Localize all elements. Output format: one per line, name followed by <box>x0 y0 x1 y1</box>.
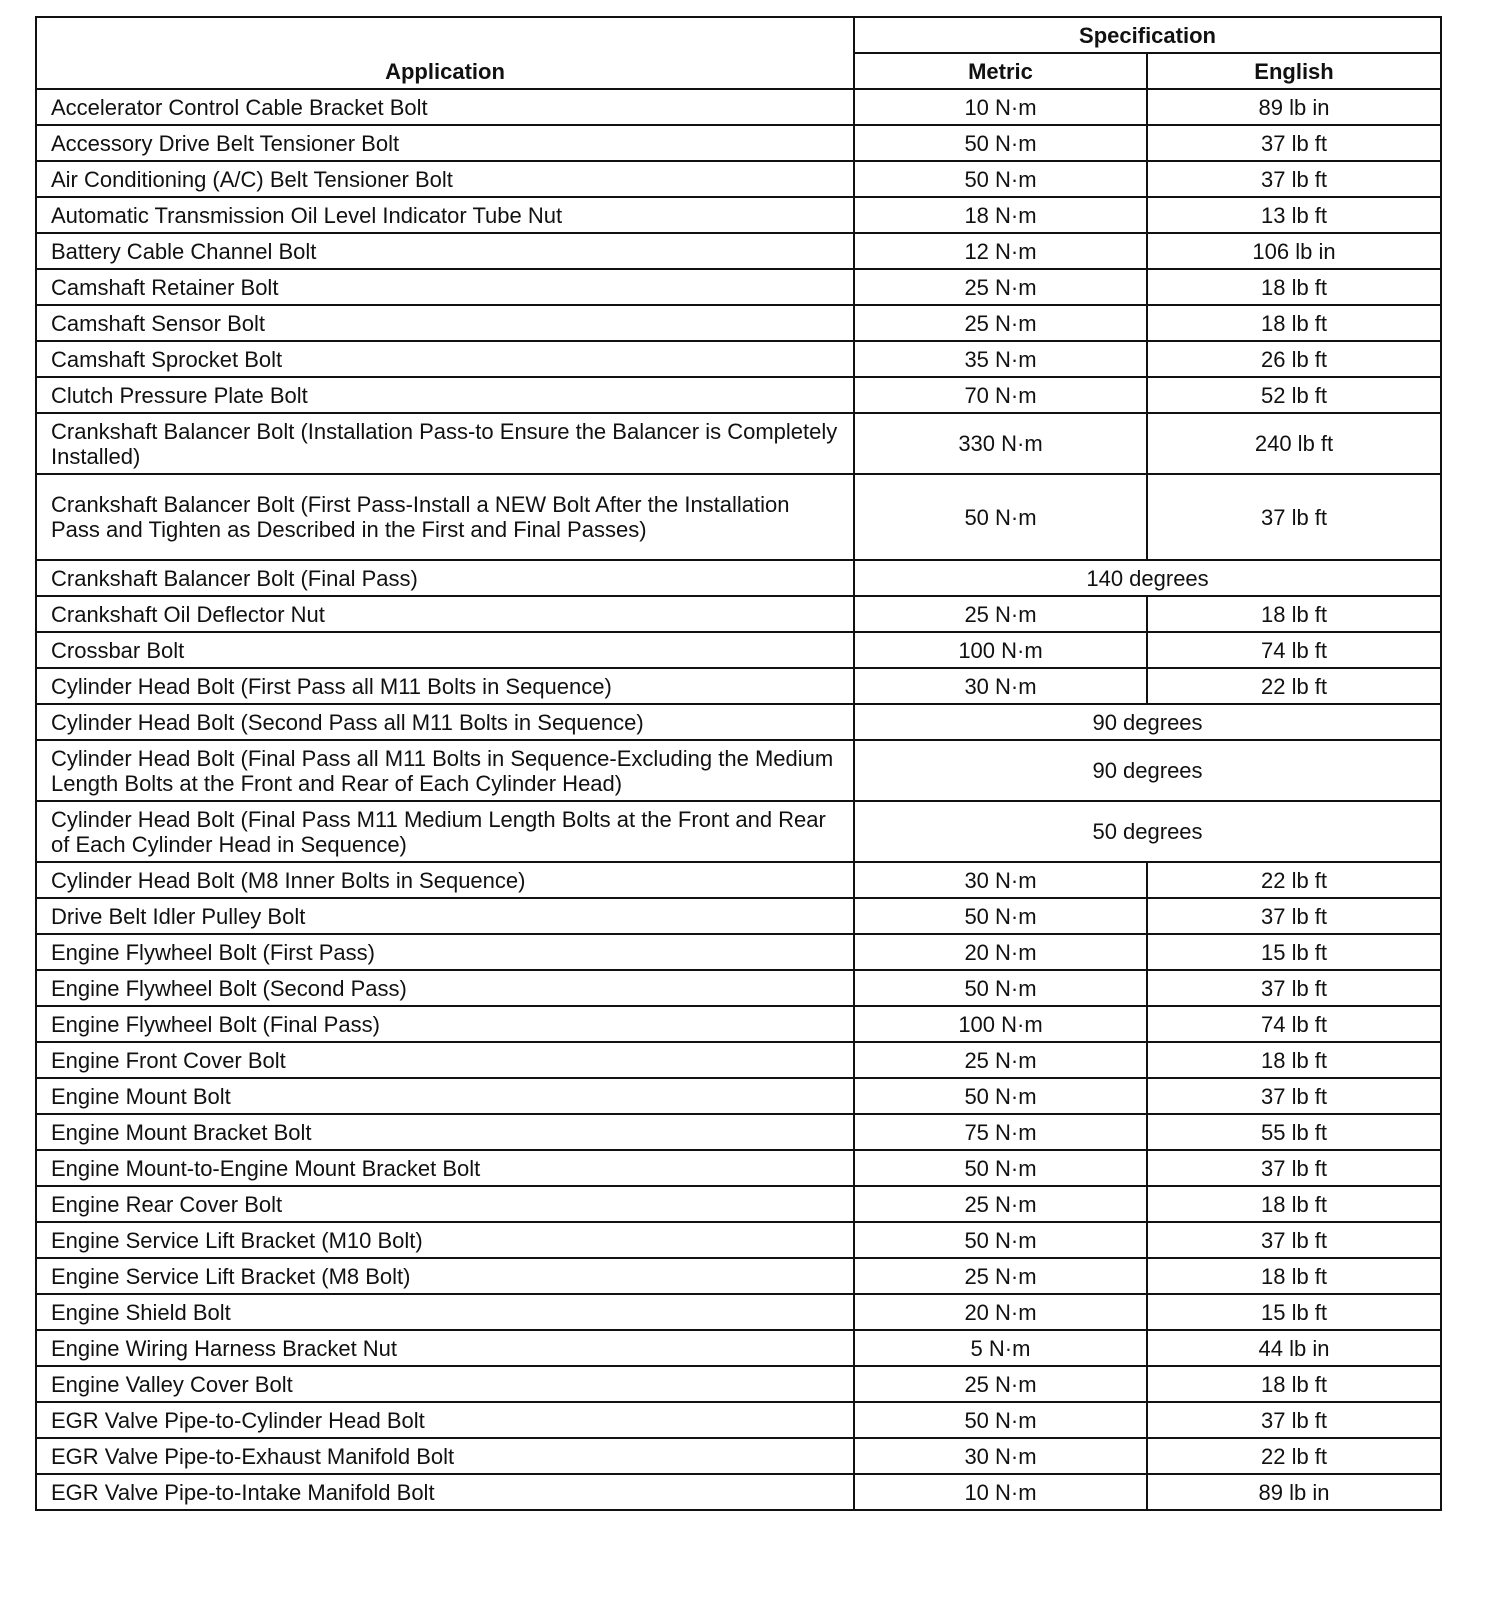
application-cell: Engine Flywheel Bolt (First Pass) <box>36 934 854 970</box>
english-cell: 37 lb ft <box>1147 1078 1441 1114</box>
metric-cell: 25 N·m <box>854 1258 1147 1294</box>
table-row <box>36 305 1441 341</box>
application-cell: Crankshaft Balancer Bolt (Final Pass) <box>36 560 854 596</box>
english-cell: 15 lb ft <box>1147 1294 1441 1330</box>
metric-cell: 30 N·m <box>854 1438 1147 1474</box>
application-cell: Engine Service Lift Bracket (M8 Bolt) <box>36 1258 854 1294</box>
application-cell: Cylinder Head Bolt (Second Pass all M11 Bolts in Sequence) <box>36 704 854 740</box>
application-column-header: Application <box>36 17 854 89</box>
table-row <box>36 1078 1441 1114</box>
metric-cell: 100 N·m <box>854 1006 1147 1042</box>
application-cell: Crossbar Bolt <box>36 632 854 668</box>
table-row <box>36 668 1441 704</box>
english-cell: 18 lb ft <box>1147 596 1441 632</box>
english-cell: 13 lb ft <box>1147 197 1441 233</box>
table-row <box>36 1186 1441 1222</box>
metric-cell: 70 N·m <box>854 377 1147 413</box>
application-cell: Engine Service Lift Bracket (M10 Bolt) <box>36 1222 854 1258</box>
table-row <box>36 1294 1441 1330</box>
application-cell: Camshaft Retainer Bolt <box>36 269 854 305</box>
metric-cell: 50 N·m <box>854 474 1147 560</box>
application-cell: Accessory Drive Belt Tensioner Bolt <box>36 125 854 161</box>
table-row <box>36 801 1441 862</box>
english-cell: 37 lb ft <box>1147 970 1441 1006</box>
metric-cell: 10 N·m <box>854 1474 1147 1510</box>
table-row <box>36 269 1441 305</box>
metric-cell: 18 N·m <box>854 197 1147 233</box>
table-row <box>36 125 1441 161</box>
fastener-torque-table <box>35 16 1442 1511</box>
metric-cell: 20 N·m <box>854 934 1147 970</box>
english-cell: 18 lb ft <box>1147 1366 1441 1402</box>
table-row <box>36 1006 1441 1042</box>
english-cell: 18 lb ft <box>1147 269 1441 305</box>
english-cell: 26 lb ft <box>1147 341 1441 377</box>
table-row <box>36 233 1441 269</box>
specification-column-header: Specification <box>854 17 1441 53</box>
english-cell: 18 lb ft <box>1147 1258 1441 1294</box>
metric-cell: 50 N·m <box>854 1150 1147 1186</box>
table-row <box>36 704 1441 740</box>
application-cell: Camshaft Sensor Bolt <box>36 305 854 341</box>
table-row <box>36 413 1441 474</box>
table-row <box>36 1222 1441 1258</box>
metric-cell: 20 N·m <box>854 1294 1147 1330</box>
metric-cell: 25 N·m <box>854 596 1147 632</box>
application-cell: Engine Valley Cover Bolt <box>36 1366 854 1402</box>
application-cell: Engine Mount Bolt <box>36 1078 854 1114</box>
table-row <box>36 1150 1441 1186</box>
english-cell: 15 lb ft <box>1147 934 1441 970</box>
table-row <box>36 89 1441 125</box>
english-cell: 240 lb ft <box>1147 413 1441 474</box>
metric-cell: 50 N·m <box>854 898 1147 934</box>
application-cell: EGR Valve Pipe-to-Exhaust Manifold Bolt <box>36 1438 854 1474</box>
application-cell: Cylinder Head Bolt (Final Pass all M11 Bolts in Sequence-Excluding the Medium Length Bolts at the Front and Rear of Each Cylinder Head) <box>36 740 854 801</box>
table-row <box>36 1474 1441 1510</box>
application-cell: Camshaft Sprocket Bolt <box>36 341 854 377</box>
english-cell: 52 lb ft <box>1147 377 1441 413</box>
table-row <box>36 596 1441 632</box>
torque-spec-document <box>35 16 1440 1511</box>
english-cell: 22 lb ft <box>1147 1438 1441 1474</box>
table-row <box>36 862 1441 898</box>
application-cell: Engine Rear Cover Bolt <box>36 1186 854 1222</box>
english-cell: 74 lb ft <box>1147 1006 1441 1042</box>
metric-cell: 50 N·m <box>854 125 1147 161</box>
application-cell: Crankshaft Oil Deflector Nut <box>36 596 854 632</box>
metric-cell: 5 N·m <box>854 1330 1147 1366</box>
table-row <box>36 197 1441 233</box>
application-cell: EGR Valve Pipe-to-Intake Manifold Bolt <box>36 1474 854 1510</box>
metric-cell: 25 N·m <box>854 1186 1147 1222</box>
application-cell: Engine Flywheel Bolt (Second Pass) <box>36 970 854 1006</box>
metric-cell: 75 N·m <box>854 1114 1147 1150</box>
english-cell: 37 lb ft <box>1147 474 1441 560</box>
combined-spec-cell: 50 degrees <box>854 801 1441 862</box>
english-cell: 89 lb in <box>1147 1474 1441 1510</box>
english-cell: 18 lb ft <box>1147 305 1441 341</box>
metric-cell: 50 N·m <box>854 161 1147 197</box>
english-cell: 37 lb ft <box>1147 1150 1441 1186</box>
english-cell: 37 lb ft <box>1147 898 1441 934</box>
table-row <box>36 474 1441 560</box>
metric-cell: 50 N·m <box>854 1222 1147 1258</box>
table-row <box>36 560 1441 596</box>
table-row <box>36 1042 1441 1078</box>
metric-cell: 25 N·m <box>854 1042 1147 1078</box>
table-header <box>36 17 1441 89</box>
application-cell: Automatic Transmission Oil Level Indicator Tube Nut <box>36 197 854 233</box>
application-cell: Crankshaft Balancer Bolt (Installation Pass-to Ensure the Balancer is Completely Installed) <box>36 413 854 474</box>
application-cell: Engine Shield Bolt <box>36 1294 854 1330</box>
metric-cell: 35 N·m <box>854 341 1147 377</box>
application-cell: Cylinder Head Bolt (M8 Inner Bolts in Sequence) <box>36 862 854 898</box>
application-cell: EGR Valve Pipe-to-Cylinder Head Bolt <box>36 1402 854 1438</box>
metric-cell: 12 N·m <box>854 233 1147 269</box>
metric-cell: 10 N·m <box>854 89 1147 125</box>
metric-cell: 25 N·m <box>854 1366 1147 1402</box>
english-cell: 18 lb ft <box>1147 1042 1441 1078</box>
application-cell: Cylinder Head Bolt (First Pass all M11 Bolts in Sequence) <box>36 668 854 704</box>
application-cell: Drive Belt Idler Pulley Bolt <box>36 898 854 934</box>
english-cell: 106 lb in <box>1147 233 1441 269</box>
combined-spec-cell: 90 degrees <box>854 740 1441 801</box>
metric-cell: 330 N·m <box>854 413 1147 474</box>
english-cell: 89 lb in <box>1147 89 1441 125</box>
english-cell: 55 lb ft <box>1147 1114 1441 1150</box>
application-cell: Engine Mount-to-Engine Mount Bracket Bolt <box>36 1150 854 1186</box>
application-cell: Engine Flywheel Bolt (Final Pass) <box>36 1006 854 1042</box>
application-cell: Engine Wiring Harness Bracket Nut <box>36 1330 854 1366</box>
metric-cell: 50 N·m <box>854 1078 1147 1114</box>
metric-column-header: Metric <box>854 53 1147 89</box>
application-cell: Engine Mount Bracket Bolt <box>36 1114 854 1150</box>
table-row <box>36 1330 1441 1366</box>
application-cell: Crankshaft Balancer Bolt (First Pass-Install a NEW Bolt After the Installation Pass and Tighten as Described in the First and Final Passes) <box>36 474 854 560</box>
metric-cell: 30 N·m <box>854 862 1147 898</box>
table-row <box>36 161 1441 197</box>
application-cell: Engine Front Cover Bolt <box>36 1042 854 1078</box>
metric-cell: 100 N·m <box>854 632 1147 668</box>
application-cell: Cylinder Head Bolt (Final Pass M11 Medium Length Bolts at the Front and Rear of Each Cylinder Head in Sequence) <box>36 801 854 862</box>
table-row <box>36 934 1441 970</box>
application-cell: Accelerator Control Cable Bracket Bolt <box>36 89 854 125</box>
combined-spec-cell: 90 degrees <box>854 704 1441 740</box>
english-cell: 18 lb ft <box>1147 1186 1441 1222</box>
table-row <box>36 1438 1441 1474</box>
english-cell: 74 lb ft <box>1147 632 1441 668</box>
table-row <box>36 1114 1441 1150</box>
english-cell: 44 lb in <box>1147 1330 1441 1366</box>
table-row <box>36 632 1441 668</box>
metric-cell: 30 N·m <box>854 668 1147 704</box>
table-row <box>36 970 1441 1006</box>
english-column-header: English <box>1147 53 1441 89</box>
metric-cell: 50 N·m <box>854 1402 1147 1438</box>
english-cell: 22 lb ft <box>1147 862 1441 898</box>
application-cell: Battery Cable Channel Bolt <box>36 233 854 269</box>
table-row <box>36 1258 1441 1294</box>
english-cell: 37 lb ft <box>1147 125 1441 161</box>
table-row <box>36 740 1441 801</box>
table-row <box>36 898 1441 934</box>
table-row <box>36 1402 1441 1438</box>
english-cell: 37 lb ft <box>1147 1402 1441 1438</box>
table-row <box>36 341 1441 377</box>
metric-cell: 50 N·m <box>854 970 1147 1006</box>
english-cell: 37 lb ft <box>1147 161 1441 197</box>
table-row <box>36 1366 1441 1402</box>
metric-cell: 25 N·m <box>854 305 1147 341</box>
english-cell: 22 lb ft <box>1147 668 1441 704</box>
table-body <box>36 89 1441 1510</box>
application-cell: Air Conditioning (A/C) Belt Tensioner Bolt <box>36 161 854 197</box>
english-cell: 37 lb ft <box>1147 1222 1441 1258</box>
combined-spec-cell: 140 degrees <box>854 560 1441 596</box>
application-cell: Clutch Pressure Plate Bolt <box>36 377 854 413</box>
table-row <box>36 377 1441 413</box>
metric-cell: 25 N·m <box>854 269 1147 305</box>
